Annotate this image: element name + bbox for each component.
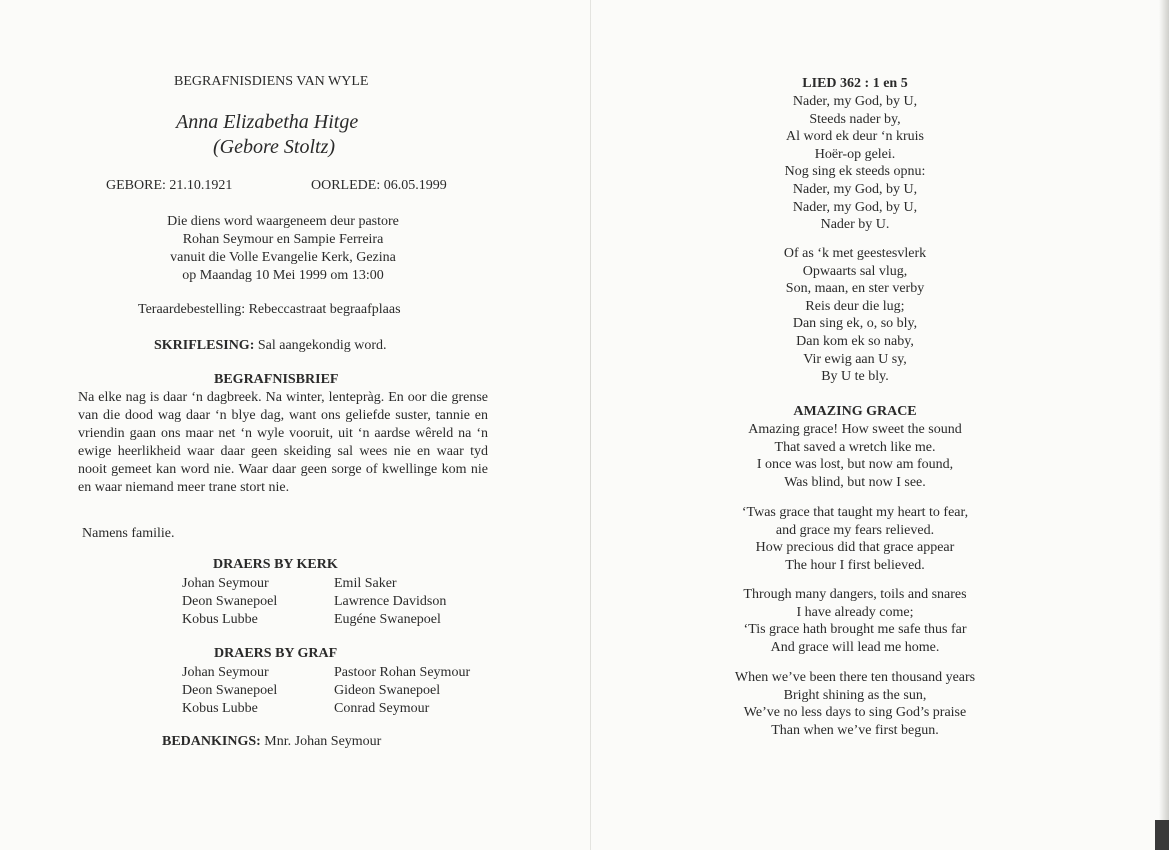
grace-verse-1: [700, 421, 1010, 491]
hymn-line: Of as ‘k met geestesvlerk: [783, 246, 927, 261]
grace-verse-4: [700, 669, 1010, 739]
hymn-line: Reis deur die lug;: [805, 298, 905, 314]
maiden-name: (Gebore Stoltz): [213, 136, 336, 158]
signoff: Namens familie.: [82, 526, 175, 541]
hymn-line: Dan kom ek so naby,: [796, 333, 914, 349]
death-date: OORLEDE: 06.05.1999: [311, 178, 447, 193]
bearer-name: Lawrence Davidson: [334, 594, 447, 609]
grace-line: I have already come;: [796, 604, 914, 620]
hymn-line: Al word ek deur ‘n kruis: [785, 129, 925, 145]
bearer-name: Deon Swanepoel: [182, 683, 278, 698]
grace-line: Was blind, but now I see.: [784, 474, 926, 490]
grace-line: And grace will lead me home.: [770, 639, 940, 655]
bearer-name: Gideon Swanepoel: [334, 683, 441, 698]
hymn-verse-1: [700, 93, 1010, 234]
scripture-label: SKRIFLESING:: [154, 338, 255, 353]
acknowledgements: [162, 734, 381, 750]
grace-line: Through many dangers, toils and snares: [743, 587, 967, 602]
page-fold: [590, 0, 591, 850]
bearer-name: Johan Seymour: [182, 576, 269, 591]
deceased-name: Anna Elizabetha Hitge: [176, 111, 359, 133]
hymn-line: Nog sing ek steeds opnu:: [784, 164, 926, 180]
paper-edge: [1159, 0, 1169, 850]
bearer-name: Pastoor Rohan Seymour: [334, 665, 471, 680]
grace-line: That saved a wretch like me.: [774, 439, 936, 455]
grace-line: The hour I first believed.: [785, 557, 925, 573]
hymn-line: Nader, my God, by U,: [792, 94, 918, 109]
hymn-line: Son, maan, en ster verby: [785, 281, 925, 297]
bearer-name: Emil Saker: [334, 576, 397, 591]
bearer-name: Conrad Seymour: [334, 701, 430, 716]
service-line: Rohan Seymour en Sampie Ferreira: [182, 232, 384, 247]
bearer-name: Deon Swanepoel: [182, 594, 278, 609]
hymn-line: Opwaarts sal vlug,: [802, 263, 908, 279]
grace-line: We’ve no less days to sing God’s praise: [743, 705, 967, 721]
church-bearers-list: [182, 575, 502, 631]
hymn-line: Hoër-op gelei.: [814, 146, 896, 162]
grave-bearers-list: [182, 664, 502, 720]
birth-date: GEBORE: 21.10.1921: [106, 178, 233, 193]
letter-heading: BEGRAFNISBRIEF: [214, 372, 339, 387]
bearer-name: Eugéne Swanepoel: [334, 612, 441, 627]
service-heading: BEGRAFNISDIENS VAN WYLE: [174, 74, 369, 89]
hymn-line: By U te bly.: [821, 369, 889, 385]
church-bearers-title: DRAERS BY KERK: [213, 557, 338, 572]
left-page: [78, 0, 488, 850]
grace-line: How precious did that grace appear: [755, 540, 955, 556]
scan-edge-mark: [1155, 820, 1169, 850]
bearer-name: Kobus Lubbe: [182, 612, 258, 627]
hymn-line: Steeds nader by,: [809, 111, 901, 127]
hymn-line: Nader, my God, by U,: [792, 199, 918, 215]
grace-line: When we’ve been there ten thousand years: [734, 670, 976, 685]
grace-line: Amazing grace! How sweet the sound: [748, 422, 962, 437]
burial-location: Teraardebestelling: Rebeccastraat begraafplaas: [138, 302, 401, 317]
grace-title: AMAZING GRACE: [793, 404, 917, 419]
acknowledgements-text: Mnr. Johan Seymour: [260, 734, 382, 749]
hymn-verse-2: [700, 245, 1010, 386]
scripture-reading: [154, 338, 387, 354]
hymn-line: Vir ewig aan U sy,: [803, 351, 907, 367]
hymn-title: LIED 362 : 1 en 5: [802, 76, 908, 91]
service-line: op Maandag 10 Mei 1999 om 13:00: [182, 268, 384, 283]
service-details: [78, 213, 488, 285]
hymn-line: Nader by U.: [820, 217, 890, 233]
right-page: [700, 0, 1010, 850]
grace-line: ‘Twas grace that taught my heart to fear,: [741, 505, 969, 520]
bearer-name: Kobus Lubbe: [182, 701, 258, 716]
scripture-text: Sal aangekondig word.: [254, 338, 387, 353]
grave-bearers-title: DRAERS BY GRAF: [214, 646, 338, 661]
acknowledgements-label: BEDANKINGS:: [162, 734, 261, 749]
hymn-line: Dan sing ek, o, so bly,: [792, 316, 918, 332]
grace-line: ‘Tis grace hath brought me safe thus far: [743, 622, 967, 638]
grace-line: Than when we’ve first begun.: [771, 722, 939, 738]
grace-line: Bright shining as the sun,: [783, 687, 927, 703]
grace-verse-2: [700, 504, 1010, 574]
funeral-letter: Na elke nag is daar ‘n dagbreek. Na winter, lentepràg. En oor die grense van die dood wag daar ‘n blye dag, want ons geliefde suster, tannie en vriendin gaan ons maar net ‘n wyle vooruit, uit ‘n aardse wêreld na ‘n ewige heerlikheid waar daar geen skeiding sal wees nie en waar tyd nooit gemeet kan word nie. Waar daar geen sorge of kwellinge kom nie en waar niemand meer trane stort nie.: [78, 390, 488, 495]
grace-line: and grace my fears relieved.: [775, 522, 935, 538]
grace-line: I once was lost, but now am found,: [756, 457, 954, 473]
hymn-line: Nader, my God, by U,: [792, 181, 918, 197]
service-line: Die diens word waargeneem deur pastore: [167, 214, 399, 229]
bearer-name: Johan Seymour: [182, 665, 269, 680]
service-line: vanuit die Volle Evangelie Kerk, Gezina: [170, 250, 396, 265]
grace-verse-3: [700, 586, 1010, 656]
